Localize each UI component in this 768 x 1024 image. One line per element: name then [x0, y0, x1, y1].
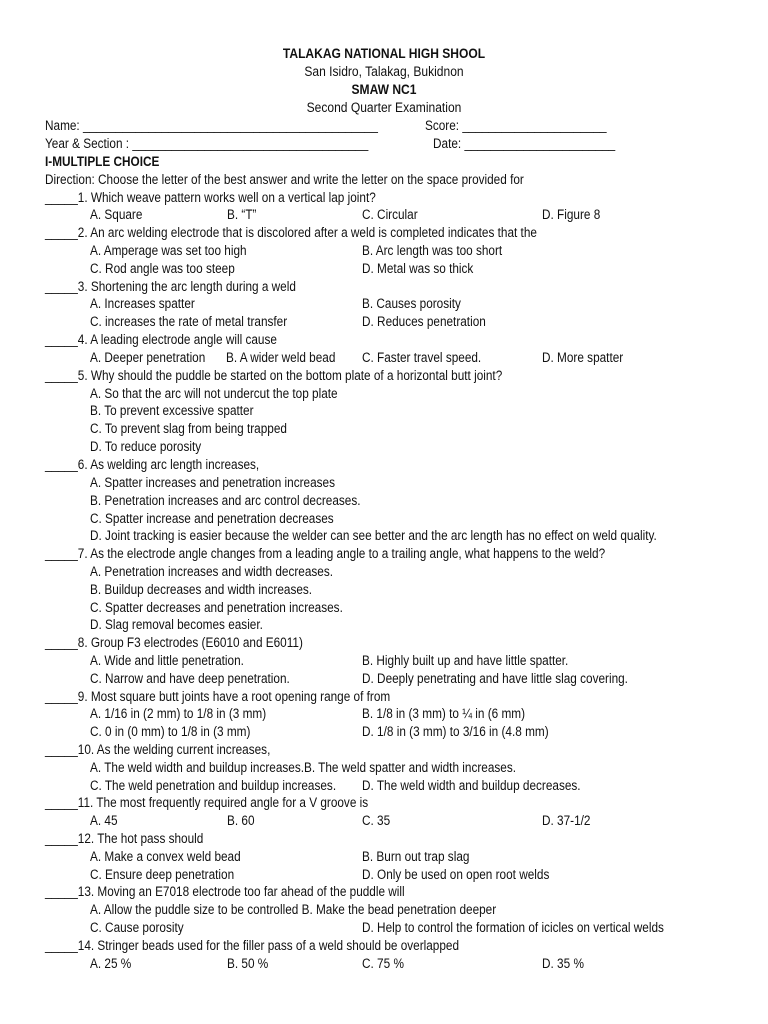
question-14 [0, 938, 768, 956]
choice-a: A. Deeper penetration [90, 350, 206, 365]
choice-b: B. A wider weld bead [226, 350, 336, 365]
question-stem: _____4. A leading electrode angle will cause [45, 332, 277, 347]
question-1-choices [0, 207, 768, 225]
question-7-choice-d [0, 617, 768, 635]
question-stem: _____1. Which weave pattern works well on a vertical lap joint? [45, 190, 376, 205]
question-5-choice-a [0, 386, 768, 404]
direction-row [0, 172, 768, 190]
choice-d: D. More spatter [542, 350, 624, 365]
choice-c: C. 0 in (0 mm) to 1/8 in (3 mm) [90, 724, 251, 739]
choice-a: A. Make a convex weld bead [90, 849, 241, 864]
choice-a: A. Penetration increases and width decreases. [90, 564, 334, 579]
question-14-choices [0, 956, 768, 974]
question-13-choices-cd [0, 920, 768, 938]
question-stem: _____11. The most frequently required angle for a V groove is [45, 795, 369, 810]
school-address: San Isidro, Talakag, Bukidnon [304, 64, 464, 79]
choice-d: D. Metal was so thick [362, 261, 474, 276]
question-stem: _____8. Group F3 electrodes (E6010 and E6011) [45, 635, 303, 650]
question-8-choices-cd [0, 671, 768, 689]
choice-a: A. Increases spatter [90, 296, 195, 311]
question-stem: _____6. As welding arc length increases, [45, 457, 260, 472]
question-stem: _____9. Most square butt joints have a root opening range of from [45, 689, 391, 704]
choice-ab: A. Allow the puddle size to be controlled B. Make the bead penetration deeper [90, 902, 497, 917]
choice-c: C. Narrow and have deep penetration. [90, 671, 290, 686]
choice-c: C. 75 % [362, 956, 404, 971]
choice-c: C. Ensure deep penetration [90, 867, 235, 882]
name-field[interactable]: Name: _____________________________________________ [45, 118, 378, 133]
question-6-choice-c [0, 511, 768, 529]
choice-d: D. Slag removal becomes easier. [90, 617, 263, 632]
score-field[interactable]: Score: ______________________ [425, 118, 607, 133]
question-6-choice-b [0, 493, 768, 511]
choice-b: B. Arc length was too short [362, 243, 503, 258]
choice-b: B. Buildup decreases and width increases. [90, 582, 313, 597]
question-7-choice-c [0, 600, 768, 618]
choice-d: D. Figure 8 [542, 207, 601, 222]
question-5-choice-c [0, 421, 768, 439]
question-11 [0, 795, 768, 813]
choice-c: C. To prevent slag from being trapped [90, 421, 287, 436]
question-stem: _____10. As the welding current increases, [45, 742, 271, 757]
question-8-choices-ab [0, 653, 768, 671]
question-stem: _____2. An arc welding electrode that is discolored after a weld is completed indicates that the [45, 225, 537, 240]
choice-d: D. The weld width and buildup decreases. [362, 778, 581, 793]
question-10-choices-ab [0, 760, 768, 778]
choice-c: C. Faster travel speed. [362, 350, 482, 365]
choice-d: D. 1/8 in (3 mm) to 3/16 in (4.8 mm) [362, 724, 549, 739]
question-2-choices-ab [0, 243, 768, 261]
date-field[interactable]: Date: _______________________ [433, 136, 616, 151]
question-11-choices [0, 813, 768, 831]
choice-b: B. 1/8 in (3 mm) to ¼ in (6 mm) [362, 706, 526, 721]
question-10-choices-cd [0, 778, 768, 796]
question-12-choices-cd [0, 867, 768, 885]
choice-d: D. Help to control the formation of icicles on vertical welds [362, 920, 664, 935]
choice-a: A. So that the arc will not undercut the top plate [90, 386, 338, 401]
question-5-choice-d [0, 439, 768, 457]
section-title-row [0, 154, 768, 172]
question-stem: _____12. The hot pass should [45, 831, 204, 846]
choice-b: B. Highly built up and have little spatter. [362, 653, 569, 668]
choice-a: A. Amperage was set too high [90, 243, 247, 258]
choice-b: B. Penetration increases and arc control decreases. [90, 493, 361, 508]
choice-d: D. 37-1/2 [542, 813, 591, 828]
question-1 [0, 190, 768, 208]
question-9-choices-cd [0, 724, 768, 742]
question-5-choice-b [0, 403, 768, 421]
choice-c: C. Cause porosity [90, 920, 184, 935]
question-stem: _____13. Moving an E7018 electrode too far ahead of the puddle will [45, 884, 405, 899]
subject-title: SMAW NC1 [351, 82, 417, 97]
question-6-choice-d [0, 528, 768, 546]
choice-b: B. “T” [227, 207, 257, 222]
choice-a: A. Square [90, 207, 143, 222]
question-7-choice-b [0, 582, 768, 600]
question-12 [0, 831, 768, 849]
choice-a: A. 45 [90, 813, 118, 828]
choice-c: C. Rod angle was too steep [90, 261, 235, 276]
choice-b: B. To prevent excessive spatter [90, 403, 254, 418]
question-10 [0, 742, 768, 760]
question-13-choices-ab [0, 902, 768, 920]
choice-c: C. 35 [362, 813, 391, 828]
choice-d: D. Only be used on open root welds [362, 867, 550, 882]
choice-c: C. increases the rate of metal transfer [90, 314, 288, 329]
question-8 [0, 635, 768, 653]
name-row [0, 118, 768, 136]
question-stem: _____5. Why should the puddle be started on the bottom plate of a horizontal butt joint? [45, 368, 503, 383]
section-row [0, 136, 768, 154]
question-3 [0, 279, 768, 297]
choice-a: A. 1/16 in (2 mm) to 1/8 in (3 mm) [90, 706, 267, 721]
choice-ab: A. The weld width and buildup increases.B. The weld spatter and width increases. [90, 760, 516, 775]
choice-c: C. The weld penetration and buildup increases. [90, 778, 337, 793]
choice-d: D. 35 % [542, 956, 584, 971]
question-stem: _____3. Shortening the arc length during a weld [45, 279, 296, 294]
choice-a: A. 25 % [90, 956, 132, 971]
question-3-choices-ab [0, 296, 768, 314]
choice-b: B. Causes porosity [362, 296, 461, 311]
choice-c: C. Spatter increase and penetration decreases [90, 511, 334, 526]
question-9-choices-ab [0, 706, 768, 724]
choice-b: B. 60 [227, 813, 255, 828]
choice-b: B. Burn out trap slag [362, 849, 470, 864]
question-stem: _____7. As the electrode angle changes from a leading angle to a trailing angle, what happens to the weld? [45, 546, 606, 561]
school-name: TALAKAG NATIONAL HIGH SHOOL [282, 46, 486, 61]
question-12-choices-ab [0, 849, 768, 867]
question-4-choices [0, 350, 768, 368]
question-7 [0, 546, 768, 564]
choice-a: A. Wide and little penetration. [90, 653, 244, 668]
question-stem: _____14. Stringer beads used for the filler pass of a weld should be overlapped [45, 938, 460, 953]
question-13 [0, 884, 768, 902]
section-title: I-MULTIPLE CHOICE [45, 154, 160, 169]
choice-d: D. Reduces penetration [362, 314, 486, 329]
choice-c: C. Spatter decreases and penetration increases. [90, 600, 343, 615]
choice-c: C. Circular [362, 207, 418, 222]
question-4 [0, 332, 768, 350]
choice-d: D. To reduce porosity [90, 439, 202, 454]
question-9 [0, 689, 768, 707]
year-section-field[interactable]: Year & Section : ____________________________________ [45, 136, 369, 151]
choice-d: D. Joint tracking is easier because the welder can see better and the arc length has no effect on weld quality. [90, 528, 657, 543]
question-6 [0, 457, 768, 475]
question-6-choice-a [0, 475, 768, 493]
choice-b: B. 50 % [227, 956, 269, 971]
direction-text: Direction: Choose the letter of the best answer and write the letter on the space provided for [45, 172, 524, 187]
question-7-choice-a [0, 564, 768, 582]
question-2 [0, 225, 768, 243]
choice-a: A. Spatter increases and penetration increases [90, 475, 335, 490]
exam-title: Second Quarter Examination [306, 100, 462, 115]
question-5 [0, 368, 768, 386]
choice-d: D. Deeply penetrating and have little slag covering. [362, 671, 628, 686]
question-2-choices-cd [0, 261, 768, 279]
question-3-choices-cd [0, 314, 768, 332]
